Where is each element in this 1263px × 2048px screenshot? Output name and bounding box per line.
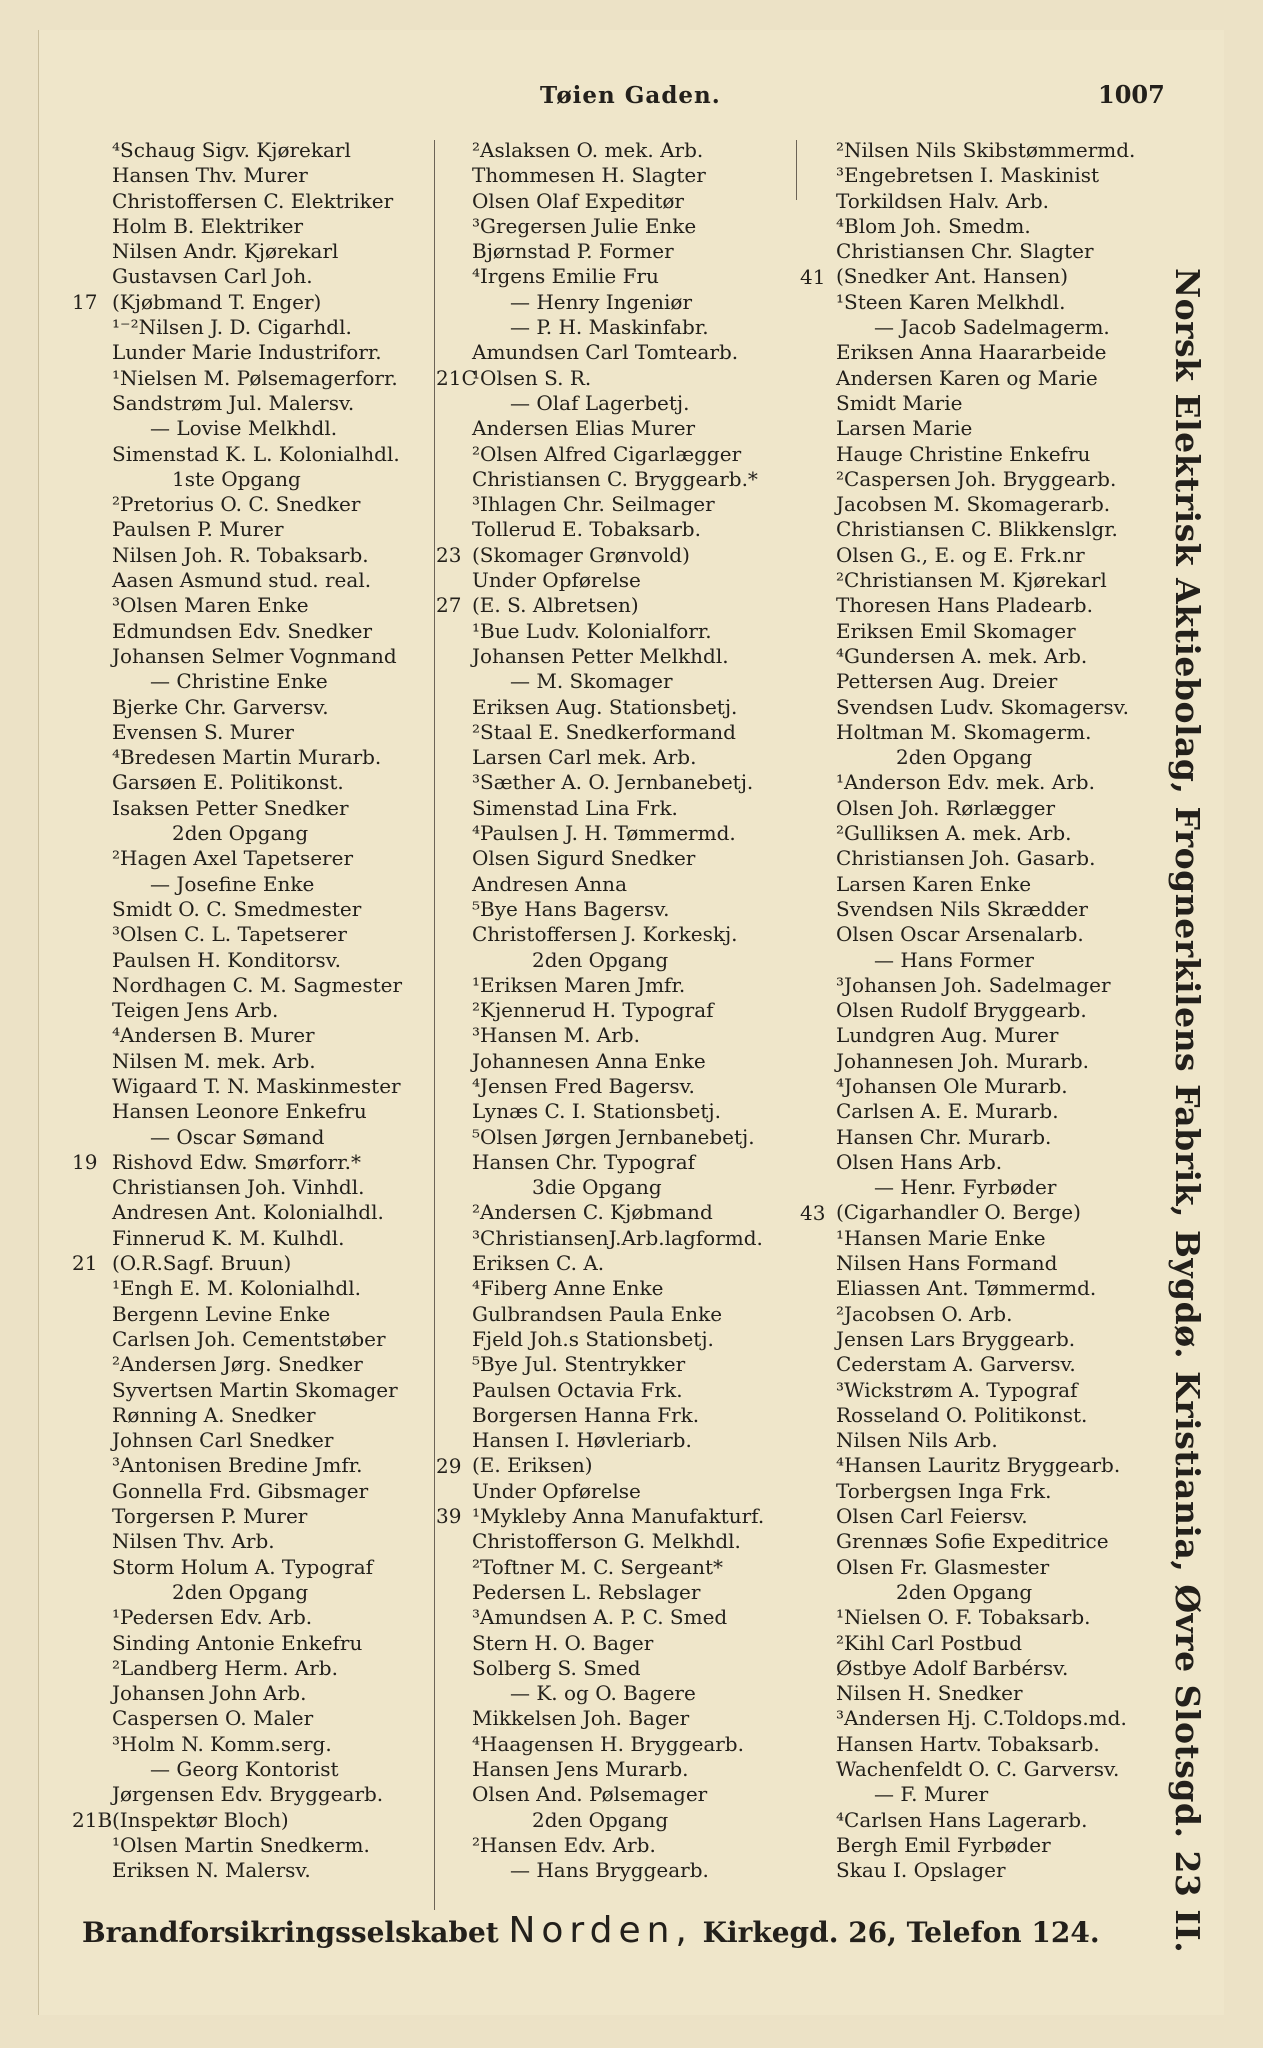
directory-entry: Thommesen H. Slagter [472, 163, 706, 188]
directory-entry: ³Sæther A. O. Jernbanebetj. [472, 770, 754, 795]
directory-entry: ⁴Irgens Emilie Fru [472, 264, 659, 289]
directory-entry: Solberg S. Smed [472, 1655, 641, 1680]
directory-entry: ¹Nielsen O. F. Tobaksarb. [836, 1605, 1091, 1630]
directory-entry: Andersen Elias Murer [472, 416, 696, 441]
directory-entry: 2den Opgang [172, 1579, 309, 1604]
directory-entry: Amundsen Carl Tomtearb. [472, 340, 739, 365]
directory-entry: Olsen Olaf Expeditør [472, 188, 684, 213]
directory-entry: Gonnella Frd. Gibsmager [112, 1478, 369, 1503]
directory-entry: 3die Opgang [532, 1175, 662, 1200]
directory-entry: — Jacob Sadelmagerm. [874, 315, 1110, 340]
directory-entry: — Hans Former [874, 947, 1034, 972]
directory-entry: Torkildsen Halv. Arb. [836, 188, 1050, 213]
directory-entry: ¹Nielsen M. Pølsemagerforr. [112, 365, 398, 390]
house-number: 19 [72, 1150, 98, 1174]
directory-entry: ¹Mykleby Anna Manufakturf. [472, 1504, 765, 1529]
house-number: 43 [800, 1200, 826, 1225]
directory-entry: ³Gregersen Julie Enke [472, 213, 697, 238]
column-rule-1 [434, 140, 435, 1910]
directory-entry: Fjeld Joh.s Stationsbetj. [472, 1326, 714, 1351]
directory-entry: Hansen Chr. Murarb. [836, 1124, 1052, 1149]
directory-entry: Tollerud E. Tobaksarb. [472, 517, 701, 542]
directory-entry: ²Landberg Herm. Arb. [112, 1655, 338, 1680]
directory-entry: 1ste Opgang [172, 466, 301, 491]
house-number: 21B [72, 1807, 113, 1832]
directory-entry: ¹Engh E. M. Kolonialhdl. [112, 1276, 361, 1301]
directory-entry: Carlsen A. E. Murarb. [836, 1099, 1059, 1124]
directory-entry: ²Kihl Carl Postbud [836, 1630, 1023, 1655]
directory-entry: Johannesen Joh. Murarb. [836, 1048, 1090, 1073]
directory-entry: Caspersen O. Maler [112, 1706, 314, 1731]
house-number: 41 [800, 264, 826, 289]
directory-entry: Bjerke Chr. Garversv. [112, 694, 329, 719]
column-rule-2 [796, 140, 797, 200]
directory-entry: Simenstad K. L. Kolonialhdl. [112, 441, 400, 466]
directory-entry: Nordhagen C. M. Sagmester [112, 972, 403, 997]
directory-entry: Olsen Oscar Arsenalarb. [836, 922, 1084, 947]
directory-entry: Pettersen Aug. Dreier [836, 669, 1058, 694]
directory-entry: Pedersen L. Rebslager [472, 1579, 701, 1604]
directory-entry: Christiansen C. Bryggearb.* [472, 466, 758, 491]
directory-entry: ²Gulliksen A. mek. Arb. [836, 821, 1072, 846]
directory-entry: ²Nilsen Nils Skibstømmermd. [836, 138, 1136, 162]
directory-entry: Olsen Carl Feiersv. [836, 1504, 1028, 1529]
directory-entry: ³Andersen Hj. C.Toldops.md. [836, 1706, 1127, 1731]
directory-entry: Skau I. Opslager [836, 1858, 1006, 1883]
directory-entry: Johansen Selmer Vognmand [112, 643, 397, 668]
directory-entry: Johansen John Arb. [112, 1681, 307, 1706]
directory-entry: 2den Opgang [172, 821, 309, 846]
directory-entry: Paulsen H. Konditorsv. [112, 947, 341, 972]
directory-entry: ³Engebretsen I. Maskinist [836, 163, 1100, 188]
directory-entry: Johansen Petter Melkhdl. [472, 643, 729, 668]
directory-entry: ⁴Schaug Sigv. Kjørekarl [112, 138, 351, 162]
directory-entry: Jensen Lars Bryggearb. [836, 1326, 1076, 1351]
directory-entry: Gustavsen Carl Joh. [112, 264, 313, 289]
directory-entry: Simenstad Lina Frk. [472, 795, 678, 820]
directory-entry: Nilsen Thv. Arb. [112, 1529, 275, 1554]
directory-entry: Christiansen Chr. Slagter [836, 239, 1094, 264]
directory-entry: Wigaard T. N. Maskinmester [112, 1073, 401, 1098]
directory-entry: Finnerud K. M. Kulhdl. [112, 1225, 345, 1250]
directory-entry: ²Christiansen M. Kjørekarl [836, 568, 1107, 593]
directory-entry: ²Pretorius O. C. Snedker [112, 492, 361, 517]
directory-entry: Olsen Hans Arb. [836, 1149, 1003, 1174]
directory-entry: Larsen Marie [836, 416, 973, 441]
directory-entry: Grennæs Sofie Expeditrice [836, 1529, 1109, 1554]
directory-entry: ²Staal E. Snedkerformand [472, 719, 736, 744]
directory-entry: 2den Opgang [532, 947, 669, 972]
directory-entry: (Snedker Ant. Hansen) [836, 264, 1069, 289]
directory-entry: ⁴Jensen Fred Bagersv. [472, 1073, 695, 1098]
directory-entry: Eriksen N. Malersv. [112, 1858, 311, 1883]
directory-entry: ²Olsen Alfred Cigarlægger [472, 441, 742, 466]
directory-entry: Andresen Anna [472, 871, 627, 896]
directory-entry: — P. H. Maskinfabr. [510, 315, 709, 340]
directory-entry: — Georg Kontorist [150, 1757, 339, 1781]
directory-entry: ³Johansen Joh. Sadelmager [836, 972, 1111, 997]
directory-entry: Syvertsen Martin Skomager [112, 1377, 398, 1402]
directory-entry: Torgersen P. Murer [112, 1504, 308, 1529]
directory-entry: Lundgren Aug. Murer [836, 1023, 1059, 1048]
page-number: 1007 [1098, 80, 1165, 109]
directory-entry: ¹Olsen S. R. [472, 365, 592, 390]
directory-entry: ¹Eriksen Maren Jmfr. [472, 972, 686, 997]
directory-entry: Gulbrandsen Paula Enke [472, 1301, 723, 1326]
directory-entry: Teigen Jens Arb. [112, 998, 279, 1023]
directory-entry: ⁵Bye Hans Bagersv. [472, 896, 670, 921]
directory-entry: ¹Pedersen Edv. Arb. [112, 1605, 313, 1630]
directory-entry: Nilsen Hans Formand [836, 1251, 1058, 1276]
directory-entry: Christofferson G. Melkhdl. [472, 1529, 741, 1554]
directory-entry: Olsen Fr. Glasmester [836, 1554, 1050, 1579]
directory-entry: ²Hagen Axel Tapetserer [112, 846, 354, 871]
directory-entry: ³Ihlagen Chr. Seilmager [472, 492, 715, 517]
directory-entry: Borgersen Hanna Frk. [472, 1402, 700, 1427]
directory-entry: Lunder Marie Industriforr. [112, 340, 382, 365]
directory-entry: Hansen Jens Murarb. [472, 1757, 689, 1781]
house-number: 39 [436, 1504, 462, 1529]
directory-entry: ²Toftner M. C. Sergeant* [472, 1554, 723, 1579]
directory-entry: ⁴Bredesen Martin Murarb. [112, 745, 382, 770]
directory-entry: ⁴Fiberg Anne Enke [472, 1276, 664, 1301]
directory-entry: ⁴Andersen B. Murer [112, 1023, 315, 1048]
directory-entry: ²Andersen Jørg. Snedker [112, 1352, 363, 1377]
page-title: Tøien Gaden. [540, 82, 721, 109]
directory-entry: Under Opførelse [472, 568, 641, 593]
directory-entry: Nilsen Andr. Kjørekarl [112, 239, 339, 264]
directory-entry: (Kjøbmand T. Enger) [112, 289, 322, 314]
directory-entry: Eriksen Emil Skomager [836, 618, 1076, 643]
directory-entry: Stern H. O. Bager [472, 1630, 654, 1655]
directory-entry: ⁴Johansen Ole Murarb. [836, 1073, 1068, 1098]
directory-entry: Smidt O. C. Smedmester [112, 896, 362, 921]
directory-entry: Jørgensen Edv. Bryggearb. [112, 1782, 384, 1807]
directory-entry: Eriksen Anna Haararbeide [836, 340, 1107, 365]
directory-entry: ²Caspersen Joh. Bryggearb. [836, 466, 1117, 491]
directory-entry: Isaksen Petter Snedker [112, 795, 349, 820]
directory-entry: Christoffersen J. Korkeskj. [472, 922, 738, 947]
directory-entry: Bjørnstad P. Former [472, 239, 674, 264]
directory-entry: Bergenn Levine Enke [112, 1301, 331, 1326]
directory-entry: Wachenfeldt O. C. Garversv. [836, 1757, 1120, 1781]
directory-entry: ¹Olsen Martin Snedkerm. [112, 1832, 370, 1857]
directory-entry: ³Olsen Maren Enke [112, 593, 309, 618]
directory-entry: Johnsen Carl Snedker [112, 1428, 334, 1453]
directory-entry: — Henr. Fyrbøder [874, 1175, 1057, 1200]
directory-entry: ³Hansen M. Arb. [472, 1023, 640, 1048]
directory-entry: Olsen Rudolf Bryggearb. [836, 998, 1087, 1023]
directory-entry: ³Holm N. Komm.serg. [112, 1731, 332, 1756]
house-number: 17 [72, 289, 98, 314]
directory-entry: ²Kjennerud H. Typograf [472, 998, 714, 1023]
directory-entry: Rosseland O. Politikonst. [836, 1402, 1088, 1427]
directory-entry: ⁵Bye Jul. Stentrykker [472, 1352, 686, 1377]
directory-entry: Eliassen Ant. Tømmermd. [836, 1276, 1097, 1301]
side-advertisement-text: Norsk Elektrisk Aktiebolag, Frognerkilens Fabrik, Bygdø. Kristiania, Øvre Slotsgd. 23 II. [1168, 268, 1207, 1954]
directory-entry: Garsøen E. Politikonst. [112, 770, 344, 795]
directory-entry: — F. Murer [874, 1782, 989, 1807]
directory-entry: Christiansen C. Blikkenslgr. [836, 517, 1118, 542]
directory-entry: Holm B. Elektriker [112, 213, 304, 238]
directory-entry: (Skomager Grønvold) [472, 542, 690, 567]
directory-entry: Nilsen Joh. R. Tobaksarb. [112, 542, 369, 567]
directory-entry: Hansen Leonore Enkefru [112, 1099, 367, 1124]
directory-entry: Eriksen Aug. Stationsbetj. [472, 694, 738, 719]
directory-entry: — Oscar Sømand [150, 1124, 325, 1149]
directory-entry: (E. Eriksen) [472, 1453, 593, 1478]
directory-entry: Larsen Carl mek. Arb. [472, 745, 697, 770]
directory-entry: Hansen Hartv. Tobaksarb. [836, 1731, 1100, 1756]
directory-entry: Holtman M. Skomagerm. [836, 719, 1092, 744]
directory-entry: ²Jacobsen O. Arb. [836, 1301, 1013, 1326]
directory-entry: Olsen Joh. Rørlægger [836, 795, 1056, 820]
footer-advertisement [82, 1910, 1100, 1951]
directory-entry: Rønning A. Snedker [112, 1402, 316, 1427]
directory-entry: — Hans Bryggearb. [510, 1858, 709, 1883]
directory-entry: Olsen And. Pølsemager [472, 1782, 708, 1807]
directory-entry: Bergh Emil Fyrbøder [836, 1832, 1051, 1857]
footer-name: Norden, [508, 1910, 693, 1951]
directory-entry: ⁴Gundersen A. mek. Arb. [836, 643, 1088, 668]
directory-entry: Carlsen Joh. Cementstøber [112, 1326, 386, 1351]
column-1 [72, 138, 403, 1883]
directory-entry: ³Amundsen A. P. C. Smed [472, 1605, 728, 1630]
footer-company: Brandforsikringsselskabet [82, 1916, 499, 1949]
house-number: 21C [436, 365, 477, 390]
column-3 [800, 138, 1136, 1883]
directory-entry: Andresen Ant. Kolonialhdl. [112, 1200, 384, 1225]
footer-address: Kirkegd. 26, Telefon 124. [702, 1916, 1100, 1949]
directory-entry: Smidt Marie [836, 390, 963, 415]
side-advertisement [1152, 268, 1222, 1954]
directory-entry: (Inspektør Bloch) [112, 1807, 289, 1832]
directory-entry: ¹Anderson Edv. mek. Arb. [836, 770, 1095, 795]
directory-entry: ⁴Blom Joh. Smedm. [836, 213, 1031, 238]
directory-entry: (O.R.Sagf. Bruun) [112, 1251, 292, 1276]
directory-entry: ¹⁻²Nilsen J. D. Cigarhdl. [112, 315, 352, 340]
directory-entry: Hansen Thv. Murer [112, 163, 308, 188]
directory-entry: Hansen I. Høvleriarb. [472, 1428, 692, 1453]
directory-entry: ²Andersen C. Kjøbmand [472, 1200, 713, 1225]
directory-entry: Olsen Sigurd Snedker [472, 846, 696, 871]
column-2 [436, 138, 765, 1883]
directory-entry: 2den Opgang [532, 1807, 669, 1832]
directory-entry: ²Hansen Edv. Arb. [472, 1832, 656, 1857]
directory-entry: — Christine Enke [150, 669, 328, 694]
directory-entry: Sinding Antonie Enkefru [112, 1630, 363, 1655]
house-number: 27 [436, 593, 462, 618]
directory-entry: Jacobsen M. Skomagerarb. [836, 492, 1111, 517]
directory-entry: Under Opførelse [472, 1478, 641, 1503]
directory-entry: ⁴Haagensen H. Bryggearb. [472, 1731, 744, 1756]
directory-entry: — Josefine Enke [150, 871, 315, 896]
directory-entry: (E. S. Albretsen) [472, 593, 639, 618]
house-number: 23 [436, 542, 462, 567]
directory-entry: Cederstam A. Garversv. [836, 1352, 1076, 1377]
directory-entry: Svendsen Nils Skrædder [836, 896, 1088, 921]
directory-entry: Lynæs C. I. Stationsbetj. [472, 1099, 721, 1124]
directory-entry: — Olaf Lagerbetj. [510, 390, 690, 415]
directory-entry: Storm Holum A. Typograf [112, 1554, 374, 1579]
directory-entry: ³ChristiansenJ.Arb.lagformd. [472, 1225, 763, 1250]
directory-entry: Rishovd Edw. Smørforr.* [112, 1149, 361, 1174]
directory-entry: Christiansen Joh. Gasarb. [836, 846, 1096, 871]
directory-entry: Christiansen Joh. Vinhdl. [112, 1175, 365, 1200]
directory-entry: Johannesen Anna Enke [472, 1048, 706, 1073]
page-header [0, 52, 1263, 109]
directory-entry: ³Wickstrøm A. Typograf [836, 1377, 1078, 1402]
directory-entry: Evensen S. Murer [112, 719, 294, 744]
directory-entry: Torbergsen Inga Frk. [836, 1478, 1052, 1503]
directory-entry: ¹Steen Karen Melkhdl. [836, 289, 1066, 314]
directory-entry: ⁴Paulsen J. H. Tømmermd. [472, 821, 736, 846]
directory-entry: Sandstrøm Jul. Malersv. [112, 390, 355, 415]
directory-entry: Svendsen Ludv. Skomagersv. [836, 694, 1129, 719]
directory-entry: ⁵Olsen Jørgen Jernbanebetj. [472, 1124, 755, 1149]
directory-entry: Larsen Karen Enke [836, 871, 1032, 896]
house-number: 21 [72, 1251, 98, 1276]
directory-entry: ²Aslaksen O. mek. Arb. [472, 138, 704, 162]
directory-entry: Hauge Christine Enkefru [836, 441, 1091, 466]
directory-entry: — Henry Ingeniør [510, 289, 693, 314]
directory-entry: Edmundsen Edv. Snedker [112, 618, 373, 643]
directory-entry: Hansen Chr. Typograf [472, 1149, 696, 1174]
directory-entry: Østbye Adolf Barbérsv. [836, 1655, 1069, 1680]
directory-entry: Nilsen Nils Arb. [836, 1428, 998, 1453]
directory-entry: Eriksen C. A. [472, 1251, 605, 1276]
directory-entry: Christoffersen C. Elektriker [112, 188, 394, 213]
directory-entry: Thoresen Hans Pladearb. [836, 593, 1093, 618]
directory-entry: Paulsen Octavia Frk. [472, 1377, 683, 1402]
directory-entry: ⁴Hansen Lauritz Bryggearb. [836, 1453, 1121, 1478]
directory-entry: Mikkelsen Joh. Bager [472, 1706, 690, 1731]
directory-entry: — K. og O. Bagere [510, 1681, 696, 1706]
directory-entry: ¹Hansen Marie Enke [836, 1225, 1046, 1250]
directory-entry: — Lovise Melkhdl. [150, 416, 338, 441]
directory-entry: Aasen Asmund stud. real. [112, 568, 372, 593]
directory-entry: Nilsen H. Snedker [836, 1681, 1023, 1706]
directory-entry: 2den Opgang [896, 745, 1033, 770]
directory-entry: ⁴Carlsen Hans Lagerarb. [836, 1807, 1088, 1832]
directory-entry: Andersen Karen og Marie [836, 365, 1098, 390]
house-number: 29 [436, 1453, 462, 1478]
directory-entry: — M. Skomager [510, 669, 673, 694]
directory-entry: 2den Opgang [896, 1579, 1033, 1604]
directory-entry: Nilsen M. mek. Arb. [112, 1048, 316, 1073]
directory-entry: Olsen G., E. og E. Frk.nr [836, 542, 1085, 567]
directory-entry: ³Olsen C. L. Tapetserer [112, 922, 347, 947]
directory-entry: Paulsen P. Murer [112, 517, 284, 542]
directory-entry: ³Antonisen Bredine Jmfr. [112, 1453, 363, 1478]
directory-entry: ¹Bue Ludv. Kolonialforr. [472, 618, 712, 643]
directory-entry: (Cigarhandler O. Berge) [836, 1200, 1081, 1225]
